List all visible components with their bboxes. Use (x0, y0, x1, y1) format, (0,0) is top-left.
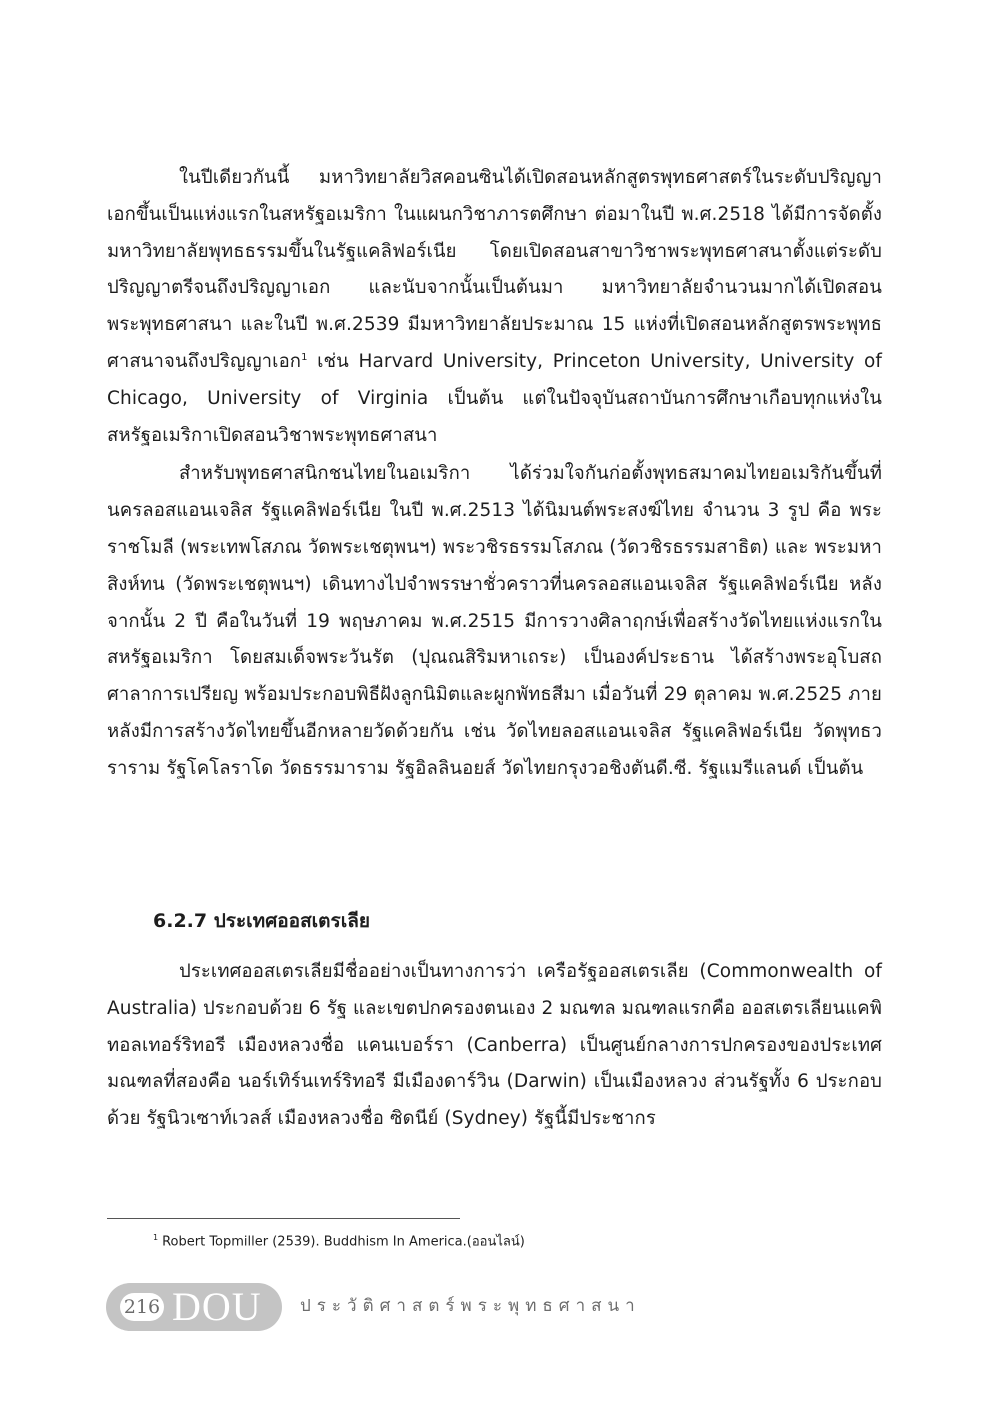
dou-logo: DOU (172, 1284, 262, 1329)
section-body (107, 954, 882, 1138)
running-book-title: ประวัติศาสตร์พระพุทธศาสนา (300, 1296, 641, 1316)
footnote-text: Robert Topmiller (2539). Buddhism In America.(ออนไลน์) (162, 1234, 525, 1250)
section-heading: 6.2.7 ประเทศออสเตรเลีย (153, 910, 370, 932)
page-badge (106, 1283, 282, 1331)
main-content (107, 160, 882, 788)
page-number: 216 (120, 1293, 164, 1321)
footnote-divider (107, 1218, 460, 1219)
footnote-marker: 1 (153, 1233, 159, 1242)
footnote (153, 1228, 525, 1252)
paragraph-text-continued: เช่น Harvard University, Princeton University, University of Chicago, University of Virginia เป็นต้น แต่ในปัจจุบันสถาบันการศึกษาเกือบทุกแห่งในสหรัฐอเมริกาเปิดสอนวิชาพระพุทธศาสนา (107, 350, 882, 446)
paragraph-wisconsin (107, 160, 882, 454)
paragraph-thai-temples: สำหรับพุทธศาสนิกชนไทยในอเมริกา ได้ร่วมใจกันก่อตั้งพุทธสมาคมไทยอเมริกันขึ้นที่นครลอสแอนเจลิส รัฐแคลิฟอร์เนีย ในปี พ.ศ.2513 ได้นิมนต์พระสงฆ์ไทย จำนวน 3 รูป คือ พระราชโมลี (พระเทพโสภณ วัดพระเชตุพนฯ) พระวชิรธรรมโสภณ (วัดวชิรธรรมสาธิต) และ พระมหาสิงห์ทน (วัดพระเชตุพนฯ) เดินทางไปจำพรรษาชั่วคราวที่นครลอสแอนเจลิส รัฐแคลิฟอร์เนีย หลังจากนั้น 2 ปี คือในวันที่ 19 พฤษภาคม พ.ศ.2515 มีการวางศิลาฤกษ์เพื่อสร้างวัดไทยแห่งแรกในสหรัฐอเมริกา โดยสมเด็จพระวันรัต (ปุณณสิริมหาเถระ) เป็นองค์ประธาน ได้สร้างพระอุโบสถ ศาลาการเปรียญ พร้อมประกอบพิธีฝังลูกนิมิตและผูกพัทธสีมา เมื่อวันที่ 29 ตุลาคม พ.ศ.2525 ภายหลังมีการสร้างวัดไทยขึ้นอีกหลายวัดด้วยกัน เช่น วัดไทยลอสแอนเจลิส รัฐแคลิฟอร์เนีย วัดพุทธวราราม รัฐโคโลราโด วัดธรรมาราม รัฐอิลลินอยส์ วัดไทยกรุงวอชิงตันดี.ซี. รัฐแมรีแลนด์ เป็นต้น (107, 463, 882, 779)
paragraph-australia: ประเทศออสเตรเลียมีชื่ออย่างเป็นทางการว่า เครือรัฐออสเตรเลีย (Commonwealth of Australia) ประกอบด้วย 6 รัฐ และเขตปกครองตนเอง 2 มณฑล มณฑลแรกคือ ออสเตรเลียนแคพิทอลเทอร์ริทอรี เมืองหลวงชื่อ แคนเบอร์รา (Canberra) เป็นศูนย์กลางการปกครองของประเทศ มณฑลที่สองคือ นอร์เทิร์นเทร์ริทอรี มีเมืองดาร์วิน (Darwin) เป็นเมืองหลวง ส่วนรัฐทั้ง 6 ประกอบด้วย รัฐนิวเซาท์เวลส์ เมืองหลวงชื่อ ซิดนีย์ (Sydney) รัฐนี้มีประชากร (107, 961, 882, 1130)
footnote-reference[interactable]: 1 (301, 351, 308, 363)
paragraph-text: ในปีเดียวกันนี้ มหาวิทยาลัยวิสคอนซินได้เปิดสอนหลักสูตรพุทธศาสตร์ในระดับปริญญาเอกขึ้นเป็นแห่งแรกในสหรัฐอเมริกา ในแผนกวิชาภารตศึกษา ต่อมาในปี พ.ศ.2518 ได้มีการจัดตั้งมหาวิทยาลัยพุทธธรรมขึ้นในรัฐแคลิฟอร์เนีย โดยเปิดสอนสาขาวิชาพระพุทธศาสนาตั้งแต่ระดับปริญญาตรีจนถึงปริญญาเอก และนับจากนั้นเป็นต้นมา มหาวิทยาลัยจำนวนมากได้เปิดสอนพระพุทธศาสนา และในปี พ.ศ.2539 มีมหาวิทยาลัยประมาณ 15 แห่งที่เปิดสอนหลักสูตรพระพุทธศาสนาจนถึงปริญญาเอก (107, 167, 882, 372)
